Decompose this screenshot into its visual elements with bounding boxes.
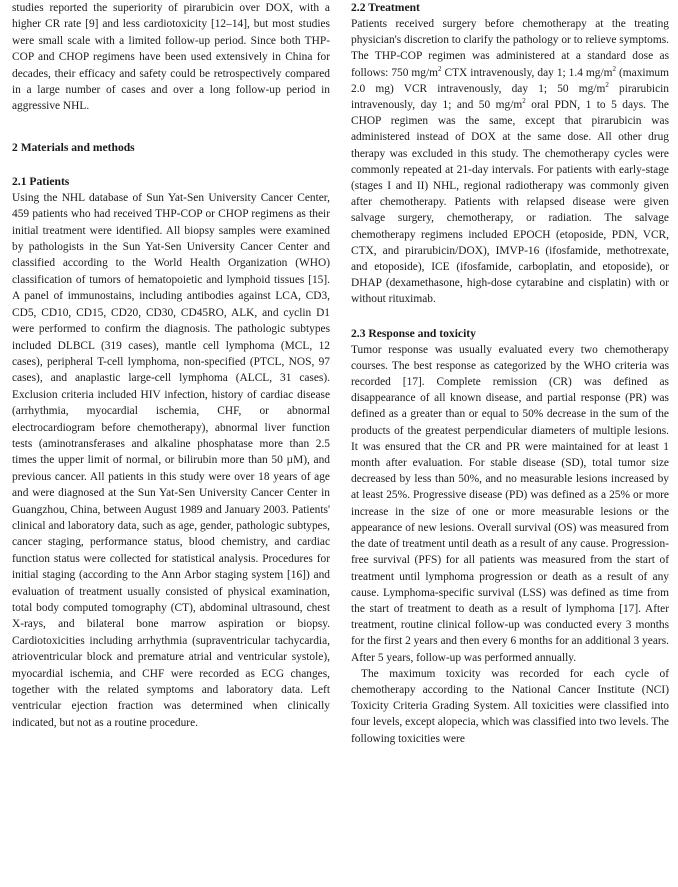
superscript-2: 2: [438, 64, 442, 73]
treatment-text-3: (maximum 2.0 mg) VCR intravenously, day 1; 50 mg/m: [351, 66, 669, 95]
left-column: [12, 0, 330, 887]
treatment-paragraph: [351, 16, 669, 308]
subsection-heading-response-toxicity: 2.3 Response and toxicity: [351, 326, 476, 340]
subsection-heading-treatment: 2.2 Treatment: [351, 1, 420, 14]
treatment-text-1: Patients received surgery before chemotherapy at the treating physician's discretion to clarify the pathology or to relieve symptoms. The THP-COP regimen was administered at a standard dose as follows: 750 mg/m: [351, 18, 669, 79]
treatment-text-2: CTX intravenously, day 1; 1.4 mg/m: [441, 66, 613, 79]
superscript-2: 2: [522, 97, 526, 106]
patients-paragraph: Using the NHL database of Sun Yat-Sen University Cancer Center, 459 patients who had received THP-COP or CHOP regimens as their initial treatment were identified. All biopsy samples were examined by pathologists in the Sun Yat-Sen University Cancer Center and classified according to the World Health Organization (WHO) classification of tumors of hematopoietic and lymphoid tissues [15]. A panel of immunostains, including antibodies against LCA, CD3, CD5, CD10, CD15, CD20, CD30, CD45RO, ALK, and cyclin D1 were performed to confirm the diagnosis. The pathologic subtypes included DLBCL (319 cases), mantle cell lymphoma (MCL, 12 cases), peripheral T-cell lymphoma, non-specified (PTCL, NOS, 97 cases), and anaplastic large-cell lymphoma (ALCL, 31 cases). Exclusion criteria included HIV infection, history of cardiac disease (arrhythmia, myocardial ischemia, CHF, or abnormal electrocardiogram before chemotherapy), abnormal liver function tests (aminotransferases and alkaline phosphatase more than 2.5 times the upper limit of normal, or bilirubin more than 50 µM), and previous cancer. All patients in this study were over 18 years of age and were diagnosed at the Sun Yat-Sen University Cancer Center in Guangzhou, China, between August 1989 and January 2003. Patients' clinical and laboratory data, such as age, gender, pathologic subtypes, cancer staging, performance status, blood chemistry, and cardiac function status were collected for statistical analysis. Procedures for initial staging (according to the Ann Arbor staging system [16]) and evaluation of treatment usually consisted of physical examination, total body computed tomography (CT), abdominal ultrasound, chest X-rays, and bilateral bone marrow aspiration or biopsy. Cardiotoxicities including arrhythmia (supraventricular tachycardia, atrioventricular block and premature atrial and ventricular systole), myocardial ischemia, and CHF were recorded as ECG changes, together with the related symptoms and laboratory data. Left ventricular ejection fraction was determined when clinically indicated, but not as a routine procedure.: [12, 191, 330, 729]
treatment-text-5: oral PDN, 1 to 5 days. The CHOP regimen was the same, except that pirarubicin was administered instead of DOX at the same dose. All other drug therapy was excluded in this study. The chemotherapy cycles were commonly repeated at 21-day intervals. For patients with early-stage (stages I and II) NHL, regional radiotherapy was commonly given after chemotherapy. Patients with relapsed disease were given salvage surgery, chemotherapy, or radiation. The salvage chemotherapy regimens included EPOCH (etoposide, PDN, VCR, CTX, and pirarubicin/DOX), IMVP-16 (ifosfamide, methotrexate, and etoposide), ICE (ifosfamide, carboplatin, and etoposide), or DHAP (dexamethasone, high-dose cytarabine and cisplatin) with or without rituximab.: [351, 99, 669, 306]
response-paragraph: Tumor response was usually evaluated every two chemotherapy courses. The best response as categorized by the WHO criteria was recorded [17]. Complete remission (CR) was defined as disappearance of all known disease, and partial response (PR) was defined as a greater than or equal to 50% decrease in the sum of the products of the greatest perpendicular diameters of multiple lesions. It was ensured that the CR and PR were maintained for at least 1 month after evaluation. For stable disease (SD), total tumor size decreased by less than 50%, and no measurable lesions increased by at least 25%. Progressive disease (PD) was defined as a 25% or more increase in the size of one or more measurable lesions or the appearance of new lesions. Overall survival (OS) was measured from the date of treatment until death as a result of any cause. Progression-free survival (PFS) for all patients was measured from the start of treatment until lymphoma progression or death as a result of any cause. Lymphoma-specific survival (LSS) was defined as time from the start of treatment to death as a result of lymphoma [17]. After treatment, routine clinical follow-up was conducted every 3 months for the first 2 years and then every 6 months for an additional 3 years. After 5 years, follow-up was performed annually.: [351, 343, 669, 664]
superscript-2: 2: [612, 64, 616, 73]
toxicity-paragraph: The maximum toxicity was recorded for each cycle of chemotherapy according to the National Cancer Institute (NCI) Toxicity Criteria Grading System. All toxicities were classified into four levels, except alopecia, which was classified into two levels. The following toxicities were: [351, 667, 669, 745]
subsection-heading-patients: 2.1 Patients: [12, 174, 70, 188]
intro-paragraph-end: studies reported the superiority of pirarubicin over DOX, with a higher CR rate [9] and less cardiotoxicity [12–14], but most studies were small scale with a limited follow-up period. Since both THP-COP and CHOP regimens have been used extensively in China for decades, their efficacy and safety could be retrospectively compared in a large number of cases and over a long follow-up period in aggressive NHL.: [12, 2, 330, 113]
right-column: [351, 0, 669, 887]
section-heading-materials-methods: 2 Materials and methods: [12, 140, 135, 154]
treatment-text-4: pirarubicin intravenously, day 1; and 50 mg/m: [351, 82, 669, 112]
superscript-2: 2: [605, 81, 609, 90]
